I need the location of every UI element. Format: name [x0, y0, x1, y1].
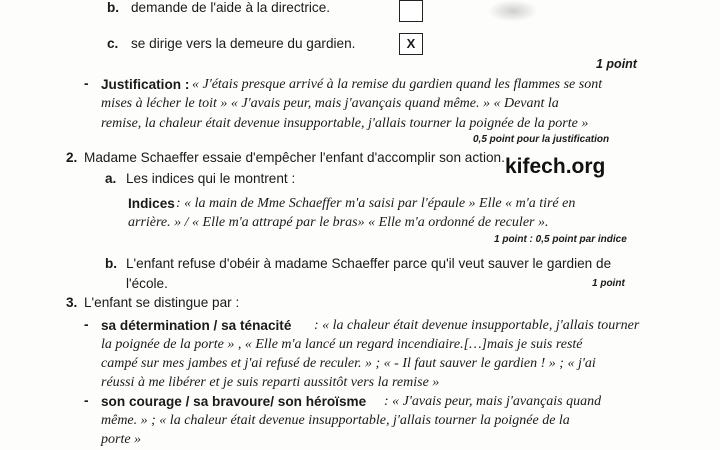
- justification-line2: mises à lécher le toit » « J'avais peur, mais j'avançais quand même. » « Devant la: [101, 96, 559, 111]
- q3-d1-line2: la poignée de la porte » , « Elle m'a lancé un regard incendiaire.[…]mais je suis resté: [101, 337, 583, 352]
- q2-b-line1: L'enfant refuse d'obéir à madame Schaeffer parce qu'il veut sauver le gardien de: [126, 256, 612, 271]
- q3-number: 3.: [66, 295, 78, 310]
- ink-smudge: [488, 0, 538, 22]
- q2-b-points: 1 point: [592, 278, 625, 289]
- q2-a-text: Les indices qui le montrent :: [126, 171, 296, 186]
- q2-b-label: b.: [105, 256, 118, 271]
- q3-d1-line3: campé sur mes jambes et j'ai refusé de reculer. » ; « - Il faut sauver le gardien ! » ; « j'ai: [101, 356, 596, 371]
- indices-points: 1 point : 0,5 point par indice: [494, 234, 627, 245]
- q3-d2-dash: -: [84, 393, 89, 408]
- q3-d1-line4: réussi à me libérer et je suis reparti aussitôt vers la remise »: [101, 375, 440, 390]
- watermark: kifech.org: [505, 155, 606, 178]
- indices-label: Indices: [128, 196, 175, 211]
- justification-dash: -: [84, 76, 89, 91]
- q3-d2-line1: : « J'avais peur, mais j'avançais quand: [384, 394, 602, 409]
- justification-points: 0,5 point pour la justification: [473, 134, 610, 145]
- q3-d1-label: sa détermination / sa ténacité: [101, 318, 292, 333]
- justification-label: Justification :: [101, 77, 190, 92]
- option-c-checkbox[interactable]: X: [399, 33, 423, 55]
- option-c-text: se dirige vers la demeure du gardien.: [131, 36, 356, 51]
- q3-d1-line1: : « la chaleur était devenue insupportable, j'allais tourner: [314, 318, 640, 333]
- q3-d1-dash: -: [84, 317, 89, 332]
- q2-number: 2.: [66, 150, 78, 165]
- q3-d2-label: son courage / sa bravoure/ son héroïsme: [101, 394, 367, 409]
- q3-d2-line3: porte »: [101, 432, 142, 447]
- indices-line1: : « la main de Mme Schaeffer m'a saisi par l'épaule » Elle « m'a tiré en: [176, 196, 576, 211]
- q2-b-line2: l'école.: [126, 276, 168, 291]
- option-c-label: c.: [107, 36, 119, 51]
- justification-line3: remise, la chaleur était devenue insupportable, j'allais tourner la poignée de la porte »: [101, 116, 589, 131]
- option-b-text: demande de l'aide à la directrice.: [131, 0, 331, 15]
- justification-line1: « J'étais presque arrivé à la remise du gardien quand les flammes se sont: [192, 77, 603, 92]
- q2-text: Madame Schaeffer essaie d'empêcher l'enfant d'accomplir son action.: [84, 150, 505, 165]
- option-b-checkbox[interactable]: [399, 0, 423, 22]
- points-q1: 1 point: [596, 57, 637, 71]
- q2-a-label: a.: [105, 171, 117, 186]
- indices-line2: arrière. » / « Elle m'a attrapé par le bras» « Elle m'a ordonné de reculer ».: [128, 215, 549, 230]
- option-b-label: b.: [107, 0, 120, 15]
- q3-text: L'enfant se distingue par :: [84, 295, 240, 310]
- q3-d2-line2: même. » ; « la chaleur était devenue insupportable, j'allais tourner la poignée de la: [101, 413, 570, 428]
